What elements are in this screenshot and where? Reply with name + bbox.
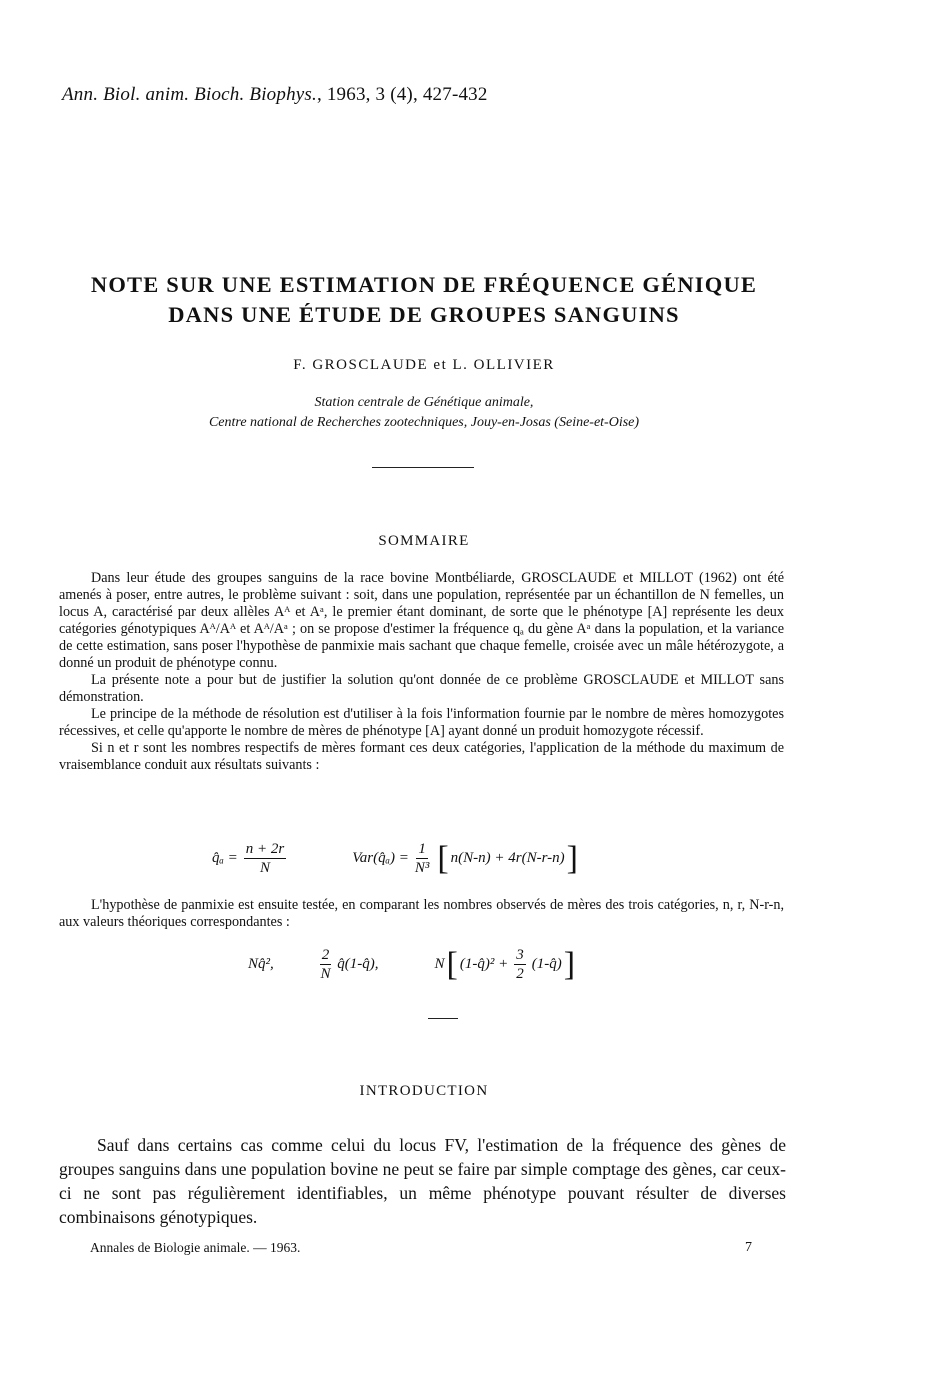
expected-values-formula: [248, 946, 577, 983]
introduction-body: [59, 1133, 786, 1229]
introduction-paragraph-1: Sauf dans certains cas comme celui du locus FV, l'estimation de la fréquence des gènes de groupes sanguins dans une population bovine ne peut se faire par simple comptage des gènes, car ceux-ci ne sont pas régulièrement identifiables, un même phénotype pouvant résulter de diverses combinaisons génotypiques.: [59, 1135, 786, 1227]
term-3-body-2: (1-q̂): [531, 956, 562, 972]
article-title: [0, 270, 848, 330]
affiliation-line-2: Centre national de Recherches zootechniques, Jouy-en-Josas (Seine-et-Oise): [208, 415, 640, 430]
term-3-prefix: N: [434, 956, 445, 972]
term-2-body: q̂(1-q̂),: [337, 956, 379, 972]
journal-name: Ann. Biol. anim. Bioch. Biophys.: [62, 84, 317, 105]
journal-volume-pages: , 1963, 3 (4), 427-432: [316, 84, 488, 105]
variance-fraction: [415, 840, 430, 877]
page-number: 7: [745, 1240, 752, 1255]
summary-paragraph-1: Dans leur étude des groupes sanguins de la race bovine Montbéliarde, GROSCLAUDE et MILLOT (1962) ont été amenés à poser, entre autres, le problème suivant : soit, dans une population, représentée par un échantillon de N femelles, un locus A, caractérisé par deux allèles Aᴬ et Aᵃ, le premier étant dominant, de sorte que le phénotype [A] représente les deux catégories génotypiques Aᴬ/Aᴬ et Aᴬ/Aᵃ ; on se propose d'estimer la fréquence qₐ du gène Aᵃ dans la population, et la variance de cette estimation, sans poser l'hypothèse de panmixie mais sachant que chaque femelle, croisée avec un mâle hétérozygote, a donné un produit de phénotype connu.: [59, 570, 784, 671]
title-line-1: NOTE SUR UNE ESTIMATION DE FRÉQUENCE GÉNIQUE: [90, 272, 758, 297]
estimate-lhs: q̂ₐ =: [212, 850, 238, 866]
variance-body: n(N-n) + 4r(N-r-n): [450, 850, 565, 866]
panmixia-test-text: [59, 897, 784, 931]
estimation-formula: [212, 840, 580, 877]
affiliation: [0, 393, 848, 433]
term-3-denominator: 2: [516, 966, 524, 982]
summary-paragraph-4: Si n et r sont les nombres respectifs de mères formant ces deux catégories, l'application de la méthode du maximum de vraisemblance conduit aux résultats suivants :: [59, 740, 784, 773]
term-3-right-bracket: ]: [563, 945, 576, 983]
term-2-numerator: 2: [321, 947, 330, 963]
left-bracket: [: [437, 839, 449, 877]
summary-paragraph-5: L'hypothèse de panmixie est ensuite testée, en comparant les nombres observés de mères des trois catégories, n, r, N-r-n, aux valeurs théoriques correspondantes :: [59, 897, 784, 930]
term-3-fraction: [514, 946, 526, 983]
journal-reference: [62, 84, 488, 106]
term-3-left-bracket: [: [446, 945, 458, 983]
term-2-fraction: [320, 946, 332, 983]
summary-heading: SOMMAIRE: [378, 533, 470, 549]
summary-body: [59, 570, 784, 774]
term-3-numerator: 3: [516, 947, 524, 963]
right-bracket: ]: [566, 839, 578, 877]
term-2-denominator: N: [320, 966, 331, 982]
separator-rule: [372, 467, 474, 468]
estimate-numerator: n + 2r: [245, 841, 285, 857]
term-1: Nq̂²,: [248, 956, 274, 972]
footer-journal: Annales de Biologie animale. — 1963.: [90, 1240, 301, 1255]
introduction-heading: INTRODUCTION: [359, 1083, 489, 1099]
estimate-fraction: [244, 840, 286, 877]
variance-numerator: 1: [418, 841, 426, 857]
summary-end-rule: [428, 1018, 458, 1019]
summary-paragraph-3: Le principe de la méthode de résolution est d'utiliser à la fois l'information fournie par le nombre de mères homozygotes récessives, et celle qu'apporte le nombre de mères de phénotype [A] ayant donné un produit homozygote récessif.: [59, 706, 784, 739]
affiliation-line-1: Station centrale de Génétique animale,: [314, 395, 534, 410]
variance-lhs: Var(q̂ₐ) =: [352, 850, 409, 866]
title-line-2: DANS UNE ÉTUDE DE GROUPES SANGUINS: [168, 302, 680, 327]
summary-paragraph-2: La présente note a pour but de justifier la solution qu'ont donnée de ce problème GROSCLAUDE et MILLOT sans démonstration.: [59, 672, 784, 705]
variance-denominator: N³: [414, 860, 430, 876]
estimate-denominator: N: [259, 860, 270, 876]
term-3-body-1: (1-q̂)² +: [459, 956, 509, 972]
authors: F. GROSCLAUDE et L. OLLIVIER: [293, 357, 555, 373]
